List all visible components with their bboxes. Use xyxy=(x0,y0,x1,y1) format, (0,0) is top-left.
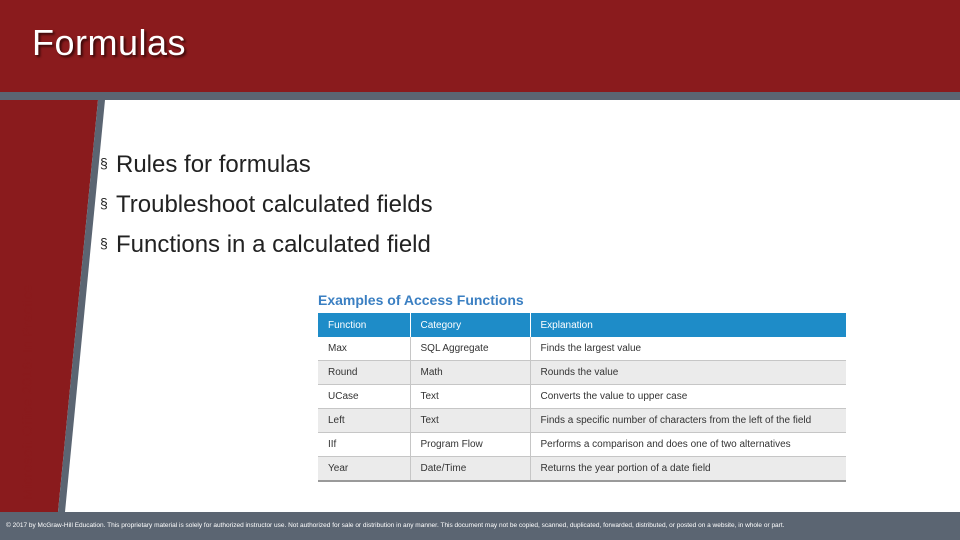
function-cell: Year xyxy=(318,457,410,482)
bullet-text: Troubleshoot calculated fields xyxy=(116,191,433,218)
explanation-cell: Returns the year portion of a date field xyxy=(530,457,846,482)
table-row xyxy=(318,457,846,482)
column-header-category: Category xyxy=(410,313,530,337)
side-label-vertical: Microsoft Office 2016: In Practice xyxy=(19,283,35,500)
column-header-function: Function xyxy=(318,313,410,337)
function-cell: Left xyxy=(318,409,410,433)
bullet-text: Rules for formulas xyxy=(116,151,311,178)
bullet-item xyxy=(100,144,433,184)
explanation-cell: Rounds the value xyxy=(530,361,846,385)
bullet-item xyxy=(100,184,433,224)
explanation-cell: Finds a specific number of characters from the left of the field xyxy=(530,409,846,433)
bullet-item xyxy=(100,224,433,264)
function-cell: IIf xyxy=(318,433,410,457)
category-cell: Math xyxy=(410,361,530,385)
table-row xyxy=(318,385,846,409)
bullet-list xyxy=(100,144,433,264)
function-cell: Max xyxy=(318,337,410,361)
table-row xyxy=(318,361,846,385)
table-row xyxy=(318,433,846,457)
table-row xyxy=(318,337,846,361)
category-cell: Date/Time xyxy=(410,457,530,482)
explanation-cell: Performs a comparison and does one of two alternatives xyxy=(530,433,846,457)
table-row xyxy=(318,409,846,433)
bullet-marker-icon: § xyxy=(100,195,108,211)
category-cell: Text xyxy=(410,409,530,433)
function-cell: Round xyxy=(318,361,410,385)
explanation-cell: Finds the largest value xyxy=(530,337,846,361)
access-functions-table xyxy=(318,313,846,482)
slide-title: Formulas xyxy=(32,22,187,63)
category-cell: SQL Aggregate xyxy=(410,337,530,361)
bullet-marker-icon: § xyxy=(100,155,108,171)
bullet-marker-icon: § xyxy=(100,235,108,251)
column-header-explanation: Explanation xyxy=(530,313,846,337)
category-cell: Text xyxy=(410,385,530,409)
footer-bar xyxy=(0,512,960,540)
function-cell: UCase xyxy=(318,385,410,409)
bullet-text: Functions in a calculated field xyxy=(116,231,431,258)
copyright-notice: © 2017 by McGraw-Hill Education. This proprietary material is solely for authorized instructor use. Not authorized for sale or distribution in any manner. This document may not be copied, scanned, duplicated, forwarded, distributed, or posted on a website, in whole or part. xyxy=(6,522,785,529)
explanation-cell: Converts the value to upper case xyxy=(530,385,846,409)
table-caption: Examples of Access Functions xyxy=(318,292,524,308)
category-cell: Program Flow xyxy=(410,433,530,457)
table-header-row xyxy=(318,313,846,337)
